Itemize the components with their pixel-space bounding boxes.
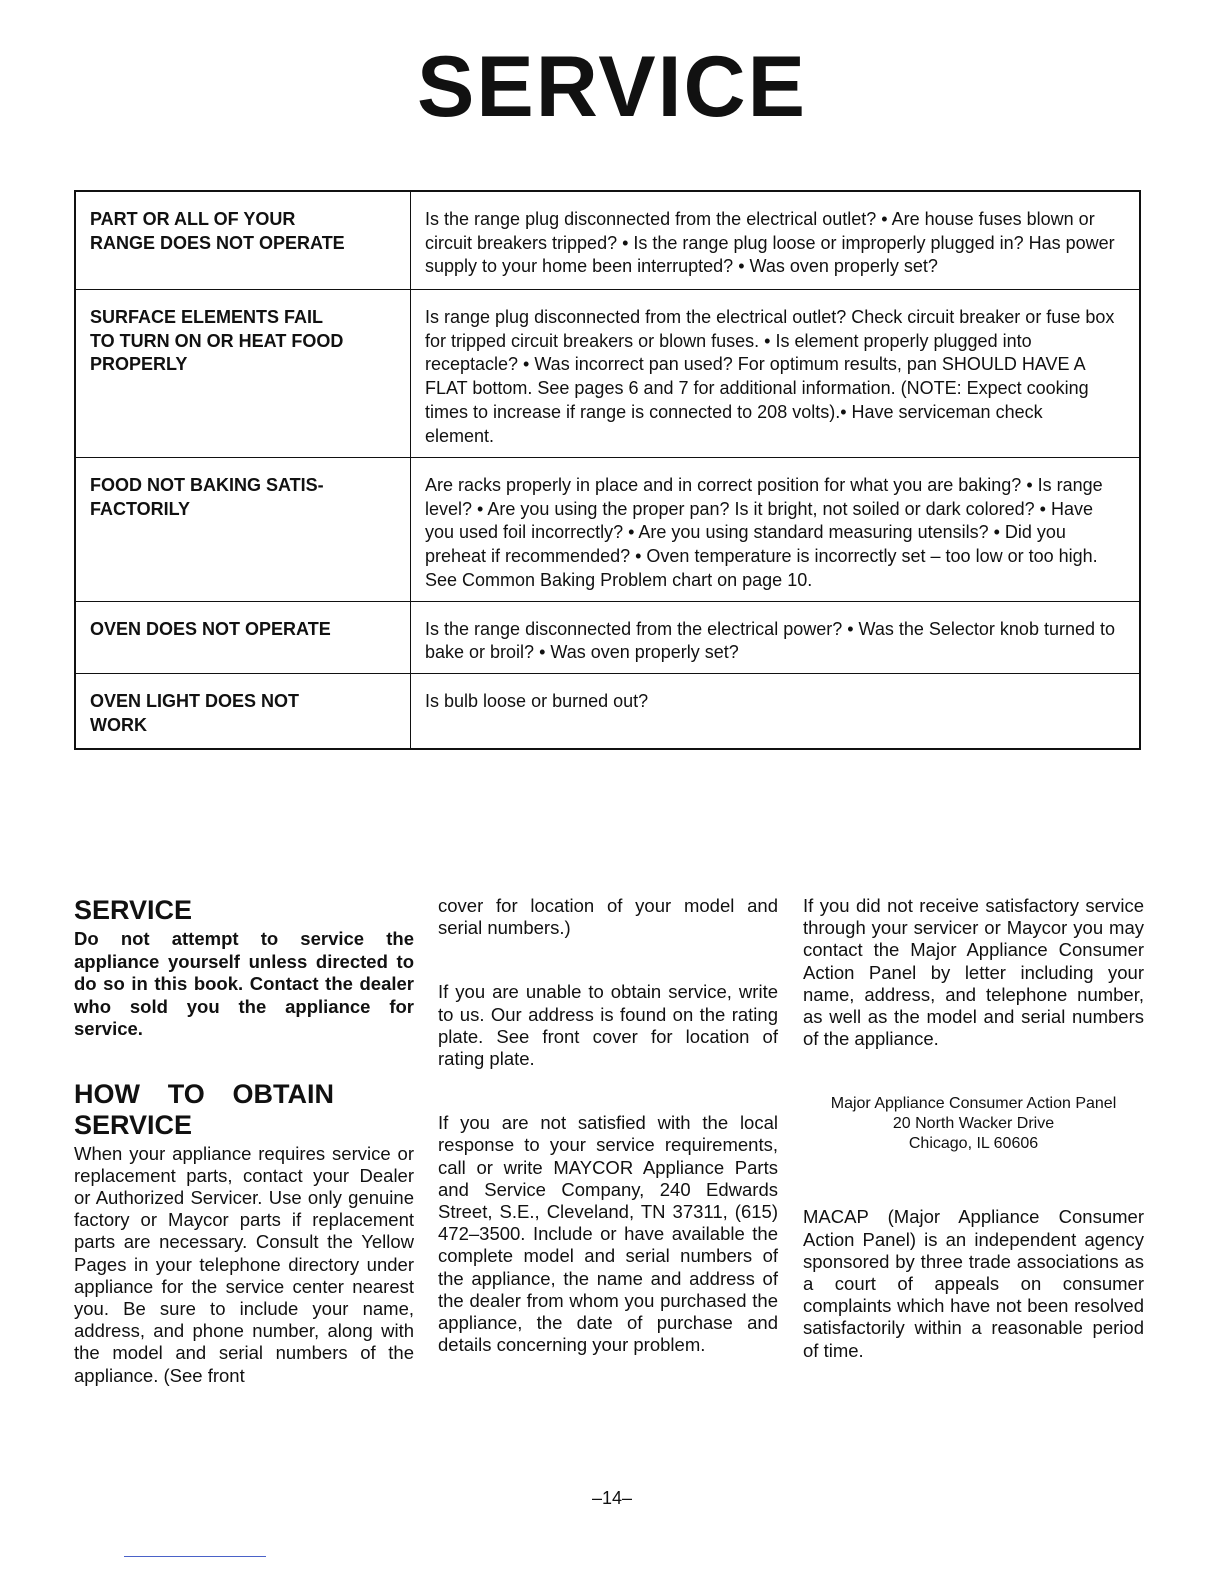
problem-line: FACTORILY	[90, 498, 191, 519]
macap-description: MACAP (Major Appliance Consumer Action Panel) is an independent agency sponsored by three trade associations as a court of appeals on consumer complaints which have not been resolved satisfactorily within a reasonable period of time.	[803, 1206, 1144, 1361]
problem-cell	[75, 290, 411, 458]
solution-cell: Is bulb loose or burned out?	[411, 673, 1141, 749]
macap-contact-paragraph: If you did not receive satisfactory service through your servicer or Maycor you may contact the Major Appliance Consumer Action Panel by letter including your name, address, and telephone number, as well as the model and serial numbers of the appliance.	[803, 895, 1144, 1050]
problem-line: TO TURN ON OR HEAT FOOD	[90, 330, 344, 351]
problem-line: OVEN LIGHT DOES NOT	[90, 690, 300, 711]
solution-cell: Is the range plug disconnected from the electrical outlet? • Are house fuses blown or circuit breakers tripped? • Is the range plug loose or improperly plugged in? Has power supply to your home been interrupted? • Was oven properly set?	[411, 191, 1141, 290]
problem-cell	[75, 458, 411, 602]
table-row	[75, 601, 1140, 673]
problem-line: PROPERLY	[90, 354, 188, 375]
table-row	[75, 290, 1140, 458]
write-to-us-paragraph: If you are unable to obtain service, write to us. Our address is found on the rating plate. See front cover for location of rating plate.	[438, 981, 778, 1070]
problem-cell	[75, 191, 411, 290]
obtain-service-paragraph: When your appliance requires service or replacement parts, contact your Dealer or Authorized Servicer. Use only genuine factory or Maycor parts if replacement parts are necessary. Consult the Yellow Pages in your telephone directory under appliance for the service center nearest you. Be sure to include your name, address, and phone number, along with the model and serial numbers of the appliance. (See front	[74, 1142, 414, 1386]
problem-line: OVEN DOES NOT OPERATE	[90, 618, 331, 639]
service-heading: SERVICE	[74, 895, 193, 925]
column-middle	[438, 895, 778, 1356]
column-left	[74, 895, 414, 1387]
footer-rule	[124, 1556, 266, 1557]
problem-cell	[75, 601, 411, 673]
obtain-service-heading: HOW TO OBTAIN SERVICE	[74, 1078, 334, 1140]
maycor-contact-paragraph: If you are not satisfied with the local response to your service requirements, call or write MAYCOR Appliance Parts and Service Company, 240 Edwards Street, S.E., Cleveland, TN 37311, (615) 472–3500. Include or have available the complete model and serial numbers of the appliance, the name and address of the dealer from whom you purchased the appliance, the date of purchase and details concerning your problem.	[438, 1112, 778, 1356]
problem-cell	[75, 673, 411, 749]
problem-line: SURFACE ELEMENTS FAIL	[90, 307, 324, 327]
troubleshooting-table	[74, 190, 1141, 750]
problem-line: WORK	[90, 714, 147, 735]
page-number: –14–	[591, 1488, 633, 1508]
address-line: 20 North Wacker Drive	[892, 1115, 1055, 1133]
solution-cell: Is range plug disconnected from the electrical outlet? Check circuit breaker or fuse box for tripped circuit breakers or blown fuses. • Is element properly plugged into receptacle? • Was incorrect pan used? For optimum results, pan SHOULD HAVE A FLAT bottom. See pages 6 and 7 for additional information. (NOTE: Expect cooking times to increase if range is connected to 208 volts).• Have serviceman check element.	[411, 290, 1141, 458]
table-row	[75, 673, 1140, 749]
table-row	[75, 191, 1140, 290]
problem-line: FOOD NOT BAKING SATIS-	[90, 475, 324, 495]
column-right	[803, 895, 1144, 1362]
problem-line: PART OR ALL OF YOUR	[90, 209, 296, 229]
table-row	[75, 458, 1140, 602]
solution-cell: Are racks properly in place and in correct position for what you are baking? • Is range level? • Are you using the proper pan? Is it bright, not soiled or dark colored? • Have you used foil incorrectly? • Are you using standard measuring utensils? • Did you preheat if recommended? • Oven temperature is incorrectly set – too low or too high. See Common Baking Problem chart on page 10.	[411, 458, 1141, 602]
page-title: SERVICE	[417, 39, 807, 135]
problem-line: RANGE DOES NOT OPERATE	[90, 232, 345, 253]
obtain-service-continued: cover for location of your model and serial numbers.)	[438, 895, 778, 939]
macap-address	[803, 1094, 1144, 1154]
address-line: Chicago, IL 60606	[908, 1135, 1039, 1153]
address-line: Major Appliance Consumer Action Panel	[830, 1095, 1117, 1113]
service-warning: Do not attempt to service the appliance yourself unless directed to do so in this book. Contact the dealer who sold you the appliance for service.	[74, 928, 414, 1039]
solution-cell: Is the range disconnected from the electrical power? • Was the Selector knob turned to bake or broil? • Was oven properly set?	[411, 601, 1141, 673]
